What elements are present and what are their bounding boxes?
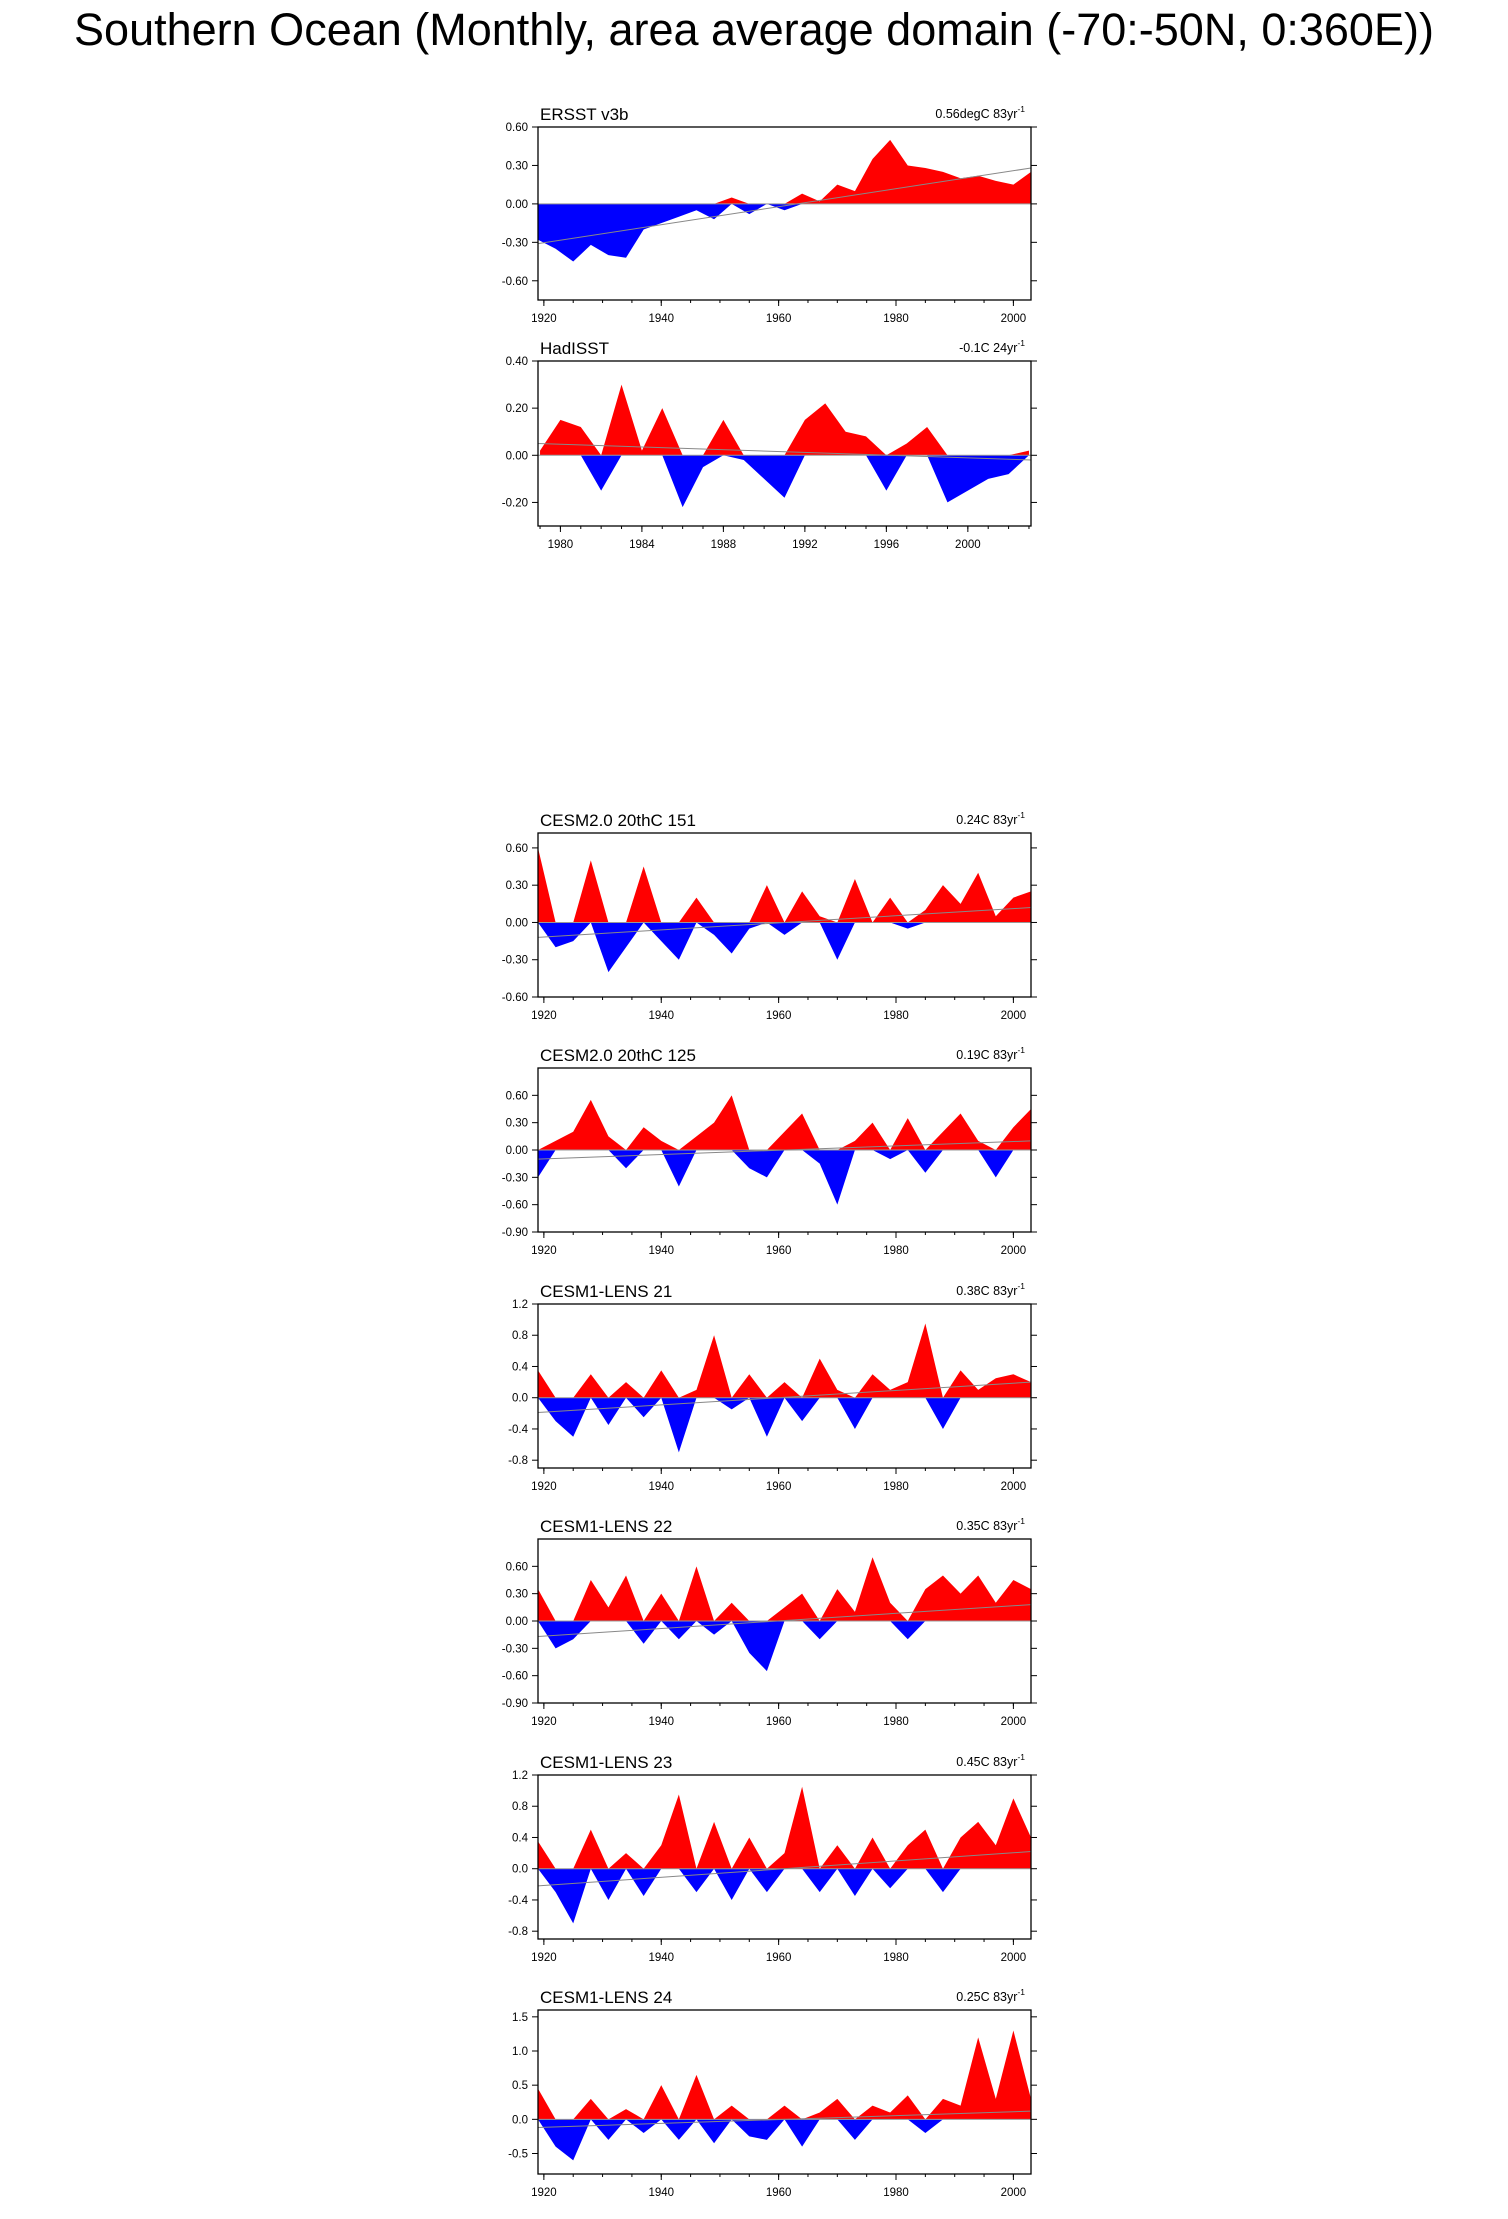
y-tick-label: 1.2	[512, 1299, 528, 1311]
trend-annotation	[956, 1752, 1025, 1769]
y-tick-label: 0.4	[512, 1832, 528, 1845]
x-tick-label: 1920	[531, 1245, 557, 1257]
x-tick-label: 1920	[531, 1010, 557, 1022]
y-tick-label: 0.00	[505, 917, 528, 930]
y-tick-label: -0.60	[501, 992, 528, 1004]
trend-annotation-sup: -1	[1017, 1987, 1025, 1997]
trend-annotation	[935, 104, 1025, 121]
x-tick-label: 2000	[1000, 2187, 1027, 2199]
x-tick-label: 1960	[765, 313, 792, 325]
y-tick-label: 0.00	[505, 1145, 528, 1157]
trend-annotation-sup: -1	[1017, 1045, 1025, 1055]
y-tick-label: 0.20	[505, 403, 528, 416]
x-tick-label: 1920	[531, 2187, 557, 2199]
y-tick-label: 0.4	[512, 1361, 528, 1374]
y-tick-label: 0.00	[505, 450, 528, 463]
x-tick-label: 1940	[648, 1716, 675, 1728]
x-tick-label: 1940	[648, 313, 675, 325]
trend-annotation-sup: -1	[1017, 1281, 1025, 1291]
plot-frame	[538, 2010, 1031, 2174]
x-tick-label: 2000	[1000, 313, 1027, 325]
trend-annotation-sup: -1	[1017, 338, 1025, 348]
x-tick-label: 1960	[765, 1716, 792, 1728]
y-tick-label: -0.8	[508, 1926, 528, 1939]
panel-title: HadISST	[540, 339, 609, 358]
x-tick-label: 2000	[1000, 1952, 1027, 1964]
y-tick-label: 0.8	[512, 1330, 528, 1343]
y-tick-label: -0.4	[508, 1894, 528, 1907]
trend-annotation	[956, 1987, 1025, 2004]
x-tick-label: 1920	[531, 1481, 557, 1493]
x-tick-label: 2000	[955, 539, 981, 551]
x-tick-label: 1960	[765, 1245, 792, 1257]
chart-panel	[508, 1987, 1037, 2199]
y-tick-label: -0.4	[508, 1423, 528, 1436]
trend-annotation-sup: -1	[1017, 104, 1025, 114]
x-tick-label: 1980	[883, 1010, 909, 1022]
positive-anomaly-fill	[538, 1095, 1031, 1150]
trend-annotation-text: 0.35C 83yr	[956, 1519, 1018, 1533]
trend-annotation-text: 0.24C 83yr	[956, 813, 1018, 827]
positive-anomaly-fill	[538, 140, 1031, 204]
y-tick-label: -0.60	[501, 1670, 528, 1683]
y-tick-label: 0.00	[505, 1616, 528, 1628]
trend-annotation	[956, 1045, 1025, 1062]
trend-annotation-sup: -1	[1017, 1516, 1025, 1526]
trend-annotation-text: 0.38C 83yr	[956, 1284, 1018, 1298]
panel-title: CESM2.0 20thC 151	[540, 811, 696, 830]
trend-annotation-sup: -1	[1017, 1752, 1025, 1762]
x-tick-label: 1940	[648, 1245, 675, 1257]
trend-annotation	[956, 810, 1025, 827]
x-tick-label: 2000	[1000, 1245, 1027, 1257]
y-tick-label: 1.5	[512, 2011, 528, 2024]
y-tick-label: 0.30	[505, 880, 528, 893]
chart-panel	[508, 1752, 1037, 1964]
y-tick-label: 0.60	[505, 1561, 528, 1574]
x-tick-label: 1960	[765, 2187, 792, 2199]
trend-annotation-sup: -1	[1017, 810, 1025, 820]
chart-panel	[502, 104, 1037, 325]
trend-annotation	[956, 1281, 1025, 1298]
positive-anomaly-fill	[540, 385, 1029, 456]
chart-panel	[502, 1045, 1037, 1257]
chart-panel	[502, 338, 1037, 551]
trend-annotation	[956, 1516, 1025, 1533]
y-tick-label: -0.30	[501, 954, 528, 967]
negative-anomaly-fill	[538, 1621, 1031, 1671]
y-tick-label: -0.30	[501, 1643, 528, 1656]
negative-anomaly-fill	[540, 455, 1029, 507]
x-tick-label: 1960	[765, 1010, 792, 1022]
y-tick-label: -0.30	[501, 1172, 528, 1185]
x-tick-label: 1980	[883, 1716, 909, 1728]
trend-annotation-text: 0.19C 83yr	[956, 1048, 1018, 1062]
x-tick-label: 1980	[883, 1245, 909, 1257]
chart-panel	[508, 1281, 1037, 1493]
trend-annotation	[959, 338, 1025, 355]
y-tick-label: -0.60	[501, 1199, 528, 1212]
panel-title: CESM1-LENS 21	[540, 1282, 673, 1301]
x-tick-label: 1920	[531, 1716, 557, 1728]
x-tick-label: 1960	[765, 1952, 792, 1964]
y-tick-label: 0.5	[512, 2080, 528, 2093]
x-tick-label: 1980	[883, 313, 909, 325]
x-tick-label: 1920	[531, 313, 557, 325]
panel-title: CESM1-LENS 24	[540, 1988, 673, 2007]
y-tick-label: -0.90	[501, 1227, 528, 1239]
y-tick-label: 0.60	[505, 1090, 528, 1103]
y-tick-label: 0.00	[505, 198, 528, 211]
y-tick-label: -0.8	[508, 1455, 528, 1468]
x-tick-label: 1980	[547, 539, 574, 551]
chart-panel	[502, 810, 1037, 1022]
x-tick-label: 2000	[1000, 1716, 1027, 1728]
panel-title: CESM2.0 20thC 125	[540, 1046, 696, 1065]
negative-anomaly-fill	[538, 922, 1031, 972]
x-tick-label: 1980	[883, 1952, 909, 1964]
y-tick-label: -0.90	[501, 1698, 528, 1710]
x-tick-label: 2000	[1000, 1010, 1027, 1022]
x-tick-label: 1996	[873, 539, 900, 551]
panel-title: CESM1-LENS 23	[540, 1753, 673, 1772]
negative-anomaly-fill	[538, 1398, 1031, 1453]
x-tick-label: 1940	[648, 1481, 675, 1493]
y-tick-label: 0.0	[512, 2114, 528, 2127]
y-tick-label: 0.60	[505, 122, 528, 134]
x-tick-label: 1984	[629, 539, 655, 551]
negative-anomaly-fill	[538, 1869, 1031, 1924]
x-tick-label: 1992	[792, 539, 818, 551]
trend-annotation-text: -0.1C 24yr	[959, 341, 1018, 355]
x-tick-label: 1988	[710, 539, 737, 551]
positive-anomaly-fill	[538, 1557, 1031, 1621]
chart-panel	[502, 1516, 1037, 1728]
panel-title: ERSST v3b	[540, 105, 629, 124]
x-tick-label: 1980	[883, 1481, 909, 1493]
trend-annotation-text: 0.45C 83yr	[956, 1755, 1018, 1769]
x-tick-label: 1940	[648, 1952, 675, 1964]
y-tick-label: 0.30	[505, 160, 528, 173]
y-tick-label: -0.30	[501, 237, 528, 250]
main-title: Southern Ocean (Monthly, area average domain (-70:-50N, 0:360E))	[74, 4, 1434, 55]
trend-annotation-text: 0.56degC 83yr	[935, 107, 1018, 121]
y-tick-label: 0.8	[512, 1801, 528, 1814]
y-tick-label: 0.0	[512, 1863, 528, 1876]
x-tick-label: 1920	[531, 1952, 557, 1964]
y-tick-label: -0.20	[501, 497, 528, 510]
y-tick-label: -0.60	[501, 275, 528, 288]
x-tick-label: 1940	[648, 1010, 675, 1022]
positive-anomaly-fill	[538, 2031, 1031, 2120]
y-tick-label: 0.0	[512, 1392, 528, 1405]
x-tick-label: 1960	[765, 1481, 792, 1493]
panel-title: CESM1-LENS 22	[540, 1517, 673, 1536]
x-tick-label: 2000	[1000, 1481, 1027, 1493]
trend-annotation-text: 0.25C 83yr	[956, 1990, 1018, 2004]
y-tick-label: 1.0	[512, 2046, 528, 2058]
y-tick-label: -0.5	[508, 2148, 528, 2161]
negative-anomaly-fill	[538, 1150, 1031, 1205]
positive-anomaly-fill	[538, 848, 1031, 923]
x-tick-label: 1940	[648, 2187, 675, 2199]
y-tick-label: 0.40	[505, 356, 528, 368]
y-tick-label: 0.30	[505, 1588, 528, 1601]
x-tick-label: 1980	[883, 2187, 909, 2199]
y-tick-label: 1.2	[512, 1770, 528, 1782]
y-tick-label: 0.60	[505, 842, 528, 855]
y-tick-label: 0.30	[505, 1117, 528, 1130]
